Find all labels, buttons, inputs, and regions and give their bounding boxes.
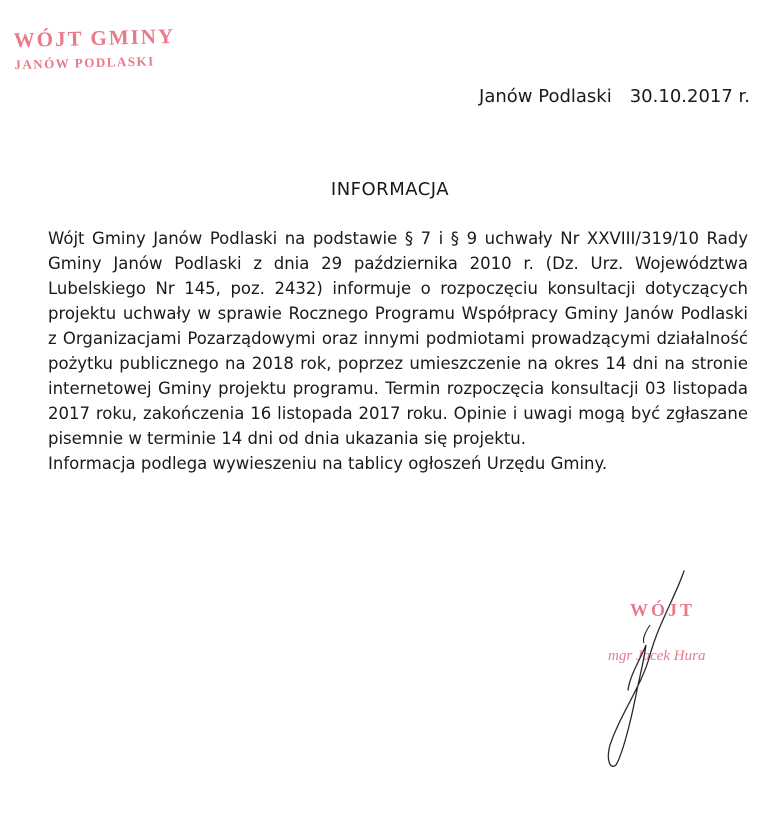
header-stamp-line1: WÓJT GMINY [13,23,176,53]
place-name: Janów Podlaski [479,86,612,107]
closing-line: Informacja podlega wywieszeniu na tablicy ogłoszeń Urzędu Gminy. [48,454,608,473]
header-stamp [13,24,175,73]
document-title: INFORMACJA [330,179,450,200]
document-body [48,226,748,476]
body-paragraph: Wójt Gminy Janów Podlaski na podstawie § 7 i § 9 uchwały Nr XXVIII/319/10 Rady Gminy Janów Podlaski z dnia 29 października 2010 r. (Dz. Urz. Województwa Lubelskiego Nr 145, poz. 2432) informuje o rozpoczęciu konsultacji dotyczących projektu uchwały w sprawie Rocznego Programu Współpracy Gminy Janów Podlaski z Organizacjami Pozarządowymi oraz innymi podmiotami prowadzącymi działalność pożytku publicznego na 2018 rok, poprzez umieszczenie na okres 14 dni na stronie internetowej Gminy projektu programu. Termin rozpoczęcia konsultacji 03 listopada 2017 roku, zakończenia 16 listopada 2017 roku. Opinie i uwagi mogą być zgłaszane pisemnie w terminie 14 dni od dnia ukazania się projektu. [48,229,748,448]
header-stamp-line2: JANÓW PODLASKI [14,53,155,73]
handwritten-signature [580,565,700,780]
signature-stamp-title: WÓJT [630,600,696,620]
place-date-line [479,86,750,107]
signature-stamp-name: mgr Jacek Hura [608,648,706,664]
document-date: 30.10.2017 r. [629,86,750,107]
